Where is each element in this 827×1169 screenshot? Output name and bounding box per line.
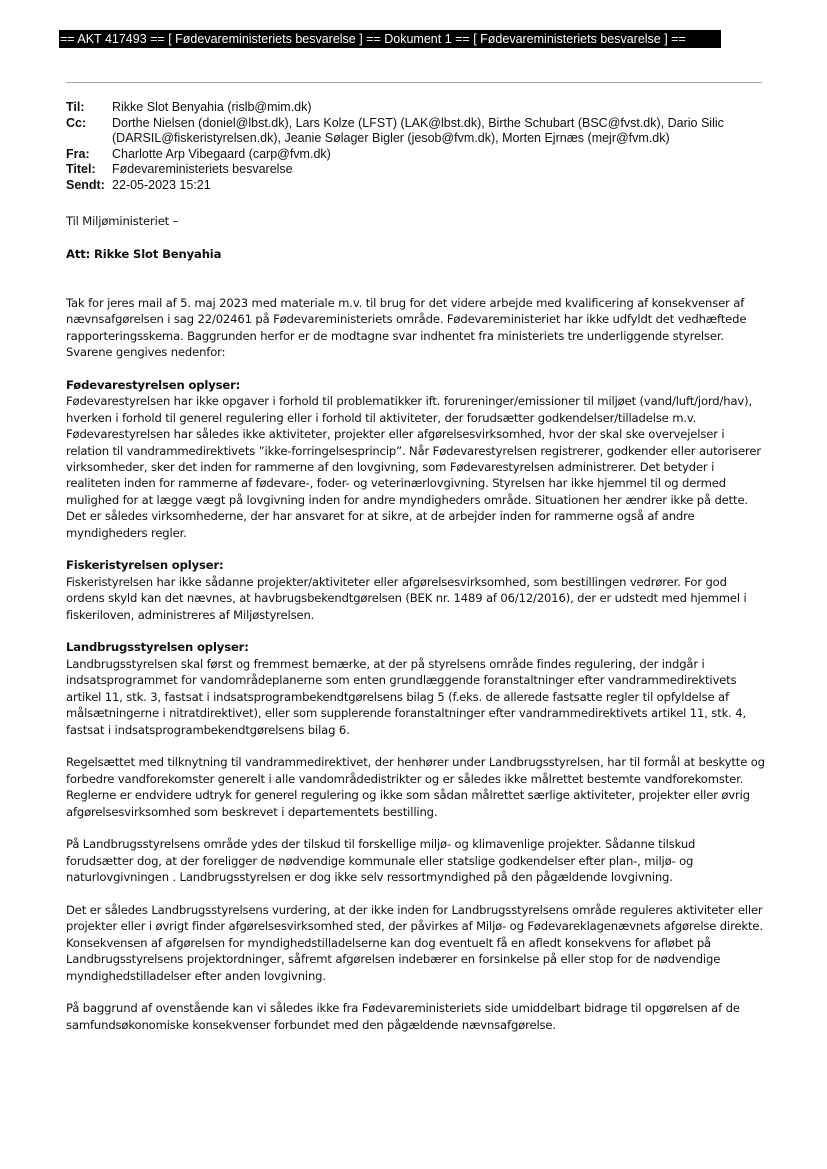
document-banner: == AKT 417493 == [ Fødevareministeriets besvarelse ] == Dokument 1 == [ Fødevareministeriets besvarelse ] == [59, 30, 721, 48]
greeting: Til Miljøministeriet – [66, 214, 179, 228]
sent-row [66, 178, 766, 194]
cc-label: Cc: [66, 115, 87, 130]
to-label: Til: [66, 100, 85, 114]
fisk-paragraph: Fiskeristyrelsen har ikke sådanne projekter/aktiviteter eller afgørelsesvirksomhed, som bestillingen vedrører. For god ordens skyld kan det nævnes, at havbrugsbekendtgørelsen (BEK nr. 1489 af 06/12/2016), der er udstedt med hjemmel i fiskeriloven, administreres af Miljøstyrelsen. [66, 574, 747, 622]
cc-value: Dorthe Nielsen (doniel@lbst.dk), Lars Kolze (LFST) (LAK@lbst.dk), Birthe Schubart (BSC@fvst.dk), Dario Silic (DARSIL@fiskeristyrelsen.dk), Jeanie Sølager Bigler (jesob@fvm.dk), Morten Ejrnæs (mejr@fvm.dk) [112, 115, 724, 146]
from-label: Fra: [66, 146, 90, 161]
title-row [66, 162, 766, 178]
attention-line: Att: Rikke Slot Benyahia [66, 246, 222, 261]
fisk-heading: Fiskeristyrelsen oplyser: [66, 558, 224, 573]
header-divider [66, 82, 762, 83]
lbst-paragraph-4: Det er således Landbrugsstyrelsens vurdering, at der ikke inden for Landbrugsstyrelsens område reguleres aktiviteter eller projekter eller i øvrigt finder afgørelsesvirksomhed sted, der påvirkes af Miljø- og Fødevareklagenævnets afgørelse direkte. Konsekvensen af afgørelsen for myndighedstilladelserne kan dog eventuelt få en afledt konsekvens for afløbet på Landbrugsstyrelsens projektordninger, såfremt afgørelsen indebærer en forsinkelse på eller stop for de nødvendige myndighedstilladelser efter anden lovgivning. [66, 902, 763, 983]
closing-paragraph: På baggrund af ovenstående kan vi således ikke fra Fødevareministeriets side umiddelbart bidrage til opgørelsen af de samfundsøkonomiske konsekvenser forbundet med den pågældende nævnsafgørelse. [66, 1001, 740, 1032]
from-value: Charlotte Arp Vibegaard (carp@fvm.dk) [112, 146, 331, 161]
cc-row [66, 116, 766, 147]
to-row [66, 100, 766, 116]
email-body [66, 213, 766, 1033]
lbst-paragraph-3: På Landbrugsstyrelsens område ydes der tilskud til forskellige miljø- og klimavenlige projekter. Sådanne tilskud forudsætter dog, at der foreligger de nødvendige kommunale eller statslige godkendelser efter plan-, miljø- og naturlovgivningen . Landbrugsstyrelsen er dog ikke selv ressortmyndighed på den pågældende lovgivning. [66, 837, 696, 885]
to-value: Rikke Slot Benyahia (rislb@mim.dk) [112, 100, 312, 114]
lbst-heading: Landbrugsstyrelsen oplyser: [66, 640, 249, 655]
intro-paragraph: Tak for jeres mail af 5. maj 2023 med materiale m.v. til brug for det videre arbejde med kvalificering af konsekvenser af nævnsafgørelsen i sag 22/02461 på Fødevareministeriets område. Fødevareministeriet har ikke udfyldt det vedhæftede rapporteringsskema. Baggrunden herfor er de modtagne svar indhentet fra ministeriets tre underliggende styrelser. Svarene gengives nedenfor: [66, 296, 747, 360]
title-value: Fødevareministeriets besvarelse [112, 162, 293, 177]
sent-value: 22-05-2023 15:21 [112, 177, 211, 192]
lbst-paragraph-1: Landbrugsstyrelsen skal først og fremmest bemærke, at der på styrelsens område findes regulering, der indgår i indsatsprogrammet for vandområdeplanerne som enten grundlæggende foranstaltninger efter vandrammedirektivets artikel 11, stk. 3, fastsat i indsatsprogrambekendtgørelsens bilag 5 (f.eks. de allerede fastsatte regler til opfyldelse af målsætningerne i nitratdirektivet), eller som supplerende foranstaltninger efter vandrammedirektivets artikel 11, stk. 4, fastsat i indsatsprogrambekendtgørelsens bilag 6. [66, 656, 746, 737]
fvst-paragraph: Fødevarestyrelsen har ikke opgaver i forhold til problematikker ift. forureninger/emissioner til miljøet (vand/luft/jord/hav), hverken i forhold til generel regulering eller i forhold til aktiviteter, der forudsætter godkendelser/tilladelse m.v. Fødevarestyrelsen har således ikke aktiviteter, projekter eller afgørelsesvirksomhed, hvor der skal ske overvejelser i relation til vandrammedirektivets ”ikke-forringelsesprincip”. Når Fødevarestyrelsen registrerer, godkender eller autoriserer virksomheder, sker det inden for rammerne af den lovgivning, som Fødevarestyrelsen administrerer. Det betyder i realiteten inden for rammerne af fødevare-, foder- og veterinærlovgivning. Styrelsen har ikke hjemmel til og dermed mulighed for at lægge vægt på lovgivning inden for andre myndigheders område. Situationen her ændrer ikke på dette. Det er således virksomhederne, der har ansvaret for at sikre, at de arbejder inden for rammerne også af andre myndigheders regler. [66, 394, 761, 540]
email-headers [66, 100, 766, 194]
title-label: Titel: [66, 162, 96, 177]
fvst-heading: Fødevarestyrelsen oplyser: [66, 378, 241, 393]
from-row [66, 147, 766, 163]
sent-label: Sendt: [66, 177, 105, 192]
lbst-paragraph-2: Regelsættet med tilknytning til vandrammedirektivet, der henhører under Landbrugsstyrelsen, har til formål at beskytte og forbedre vandforekomster generelt i alle vandområdedistrikter og er således ikke målrettet bestemte vandforekomster. Reglerne er endvidere udtryk for generel regulering og ikke som sådan målrettet særlige aktiviteter, projekter eller øvrig afgørelsesvirksomhed som beskrevet i departementets bestilling. [66, 755, 765, 819]
